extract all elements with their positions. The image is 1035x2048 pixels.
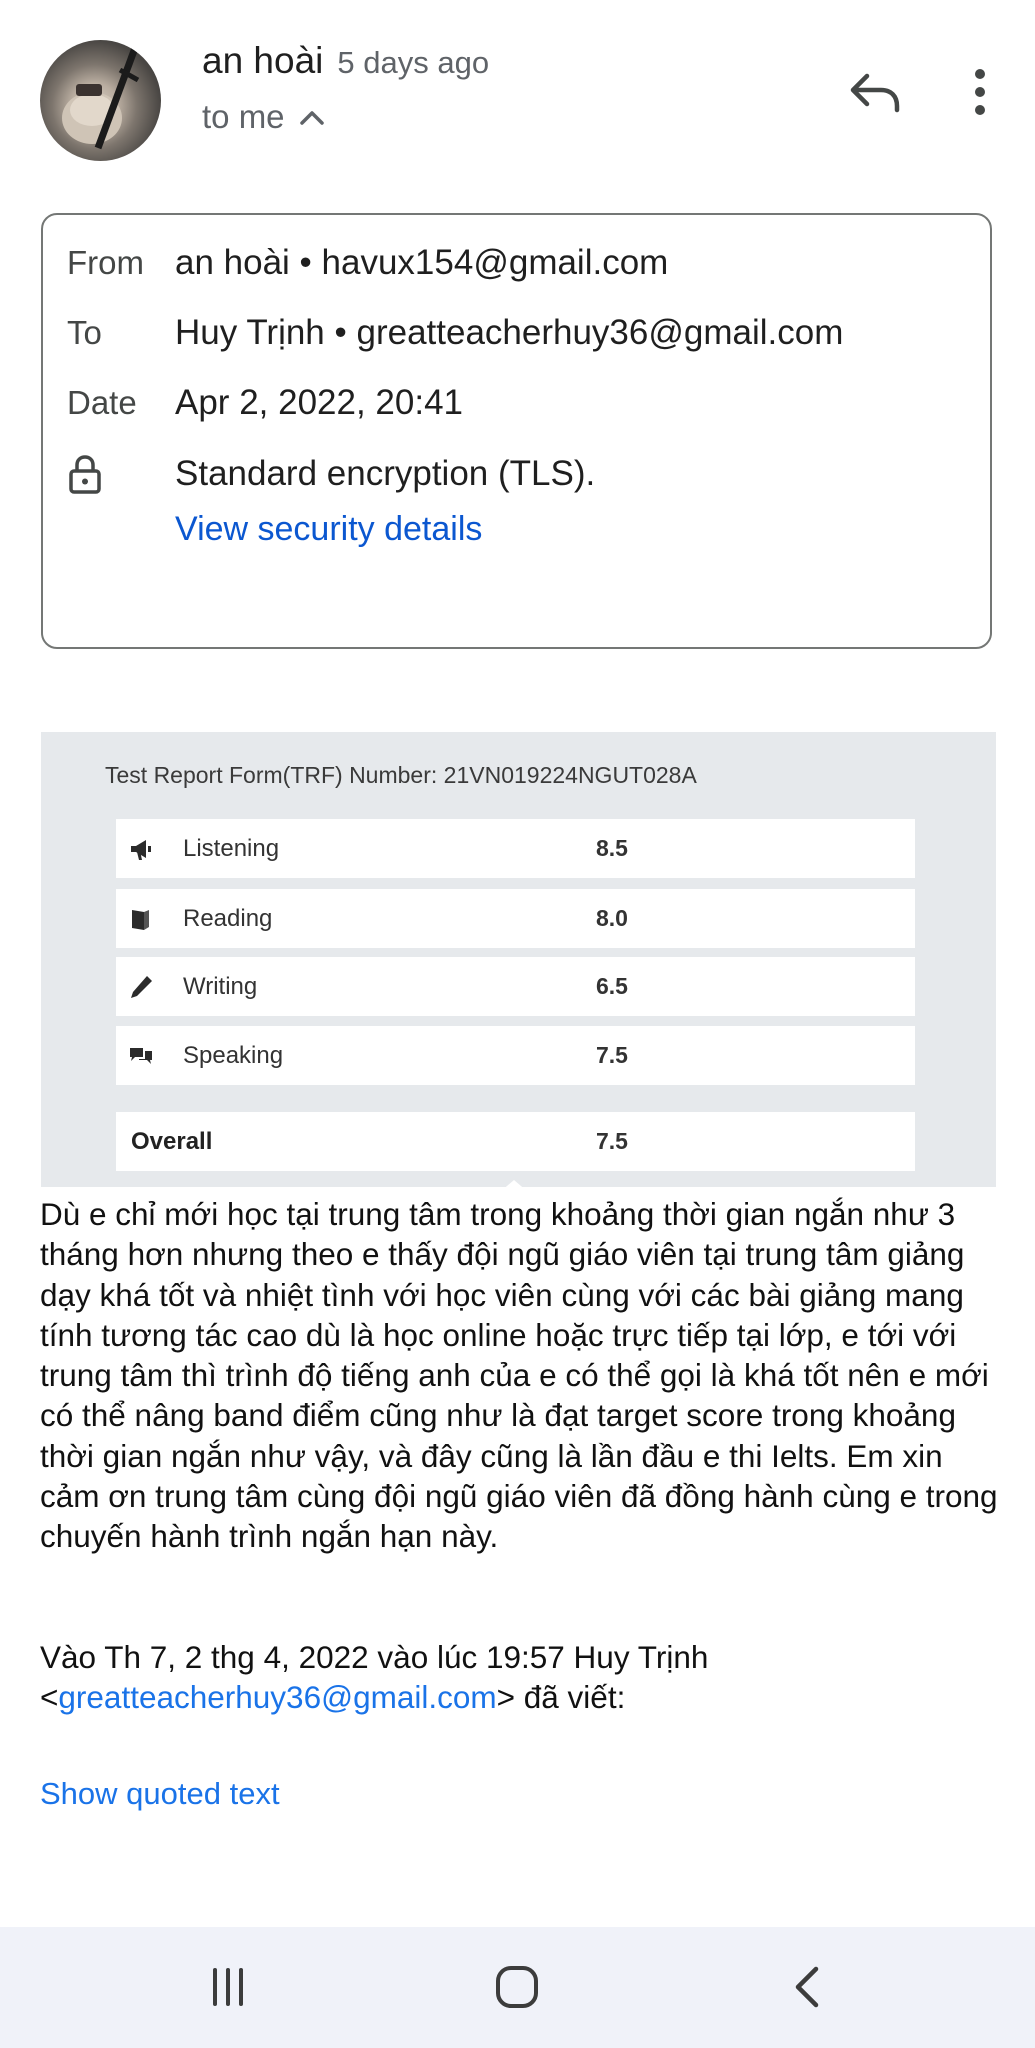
system-navigation-bar (0, 1927, 1035, 2048)
score-row-listening (116, 819, 915, 878)
score-row-writing (116, 957, 915, 1016)
image-notch (500, 1180, 528, 1192)
to-label: To (67, 314, 102, 351)
from-value[interactable]: an hoài • havux154@gmail.com (175, 243, 669, 282)
from-label: From (67, 244, 144, 281)
encryption-row (67, 453, 595, 495)
chevron-up-icon (299, 108, 325, 126)
score-value: 8.0 (596, 905, 628, 931)
score-label: Writing (183, 972, 258, 1000)
reply-button[interactable] (845, 62, 905, 122)
encryption-value: Standard encryption (TLS). (175, 454, 596, 493)
lock-icon (67, 453, 103, 495)
score-label: Listening (183, 834, 280, 862)
megaphone-icon (128, 836, 154, 862)
home-icon (493, 1963, 541, 2011)
score-row-speaking (116, 1026, 915, 1085)
quote-close-text: > đã viết: (496, 1679, 626, 1716)
from-row (67, 243, 668, 283)
quote-open-bracket: < (40, 1679, 59, 1716)
pencil-icon (128, 974, 154, 1000)
quoted-sender-email-link[interactable]: greatteacherhuy36@gmail.com (58, 1679, 497, 1716)
avatar[interactable] (40, 40, 161, 161)
message-header (0, 0, 1035, 190)
date-row (67, 383, 463, 423)
score-value: 8.5 (596, 835, 628, 861)
message-details-card (41, 213, 992, 649)
more-vert-icon (955, 62, 1005, 122)
score-report-image (41, 732, 996, 1187)
overall-label: Overall (131, 1127, 213, 1155)
home-button[interactable] (485, 1955, 549, 2019)
score-row-reading (116, 889, 915, 948)
score-label: Reading (183, 904, 273, 932)
sent-time: 5 days ago (337, 45, 490, 80)
avatar-photo (40, 40, 161, 161)
show-quoted-text-link[interactable]: Show quoted text (40, 1776, 280, 1811)
date-label: Date (67, 384, 137, 421)
score-value: 7.5 (596, 1042, 628, 1068)
back-button[interactable] (776, 1955, 840, 2019)
date-value: Apr 2, 2022, 20:41 (175, 383, 463, 422)
score-label: Speaking (183, 1041, 284, 1069)
recipients-summary: to me (202, 98, 285, 135)
score-row-overall (116, 1112, 915, 1171)
sender-name[interactable]: an hoài (202, 40, 324, 81)
overall-score: 7.5 (596, 1128, 628, 1154)
book-icon (128, 906, 154, 932)
recipients-toggle[interactable] (202, 98, 325, 136)
trf-number: Test Report Form(TRF) Number: 21VN019224NGUT028A (105, 762, 697, 788)
more-options-button[interactable] (955, 62, 1005, 122)
reply-icon (845, 62, 905, 122)
recents-button[interactable] (196, 1955, 260, 2019)
quote-intro-text: Vào Th 7, 2 thg 4, 2022 vào lúc 19:57 Huy Trịnh (40, 1639, 709, 1675)
quote-attribution (40, 1637, 1000, 1718)
message-body: Dù e chỉ mới học tại trung tâm trong khoảng thời gian ngắn như 3 tháng hơn nhưng theo e thấy đội ngũ giáo viên tại trung tâm giảng dạy khá tốt và nhiệt tình với học viên cùng với các bài giảng mang tính tương tác cao dù là học online hoặc trực tiếp tại lớp, e tới với trung tâm thì trình độ tiếng anh của e có thể gọi là khá tốt nên e mới có thể nâng band điểm cũng như là đạt target score trong khoảng thời gian ngắn như vậy, và đây cũng là lần đầu e thi Ielts. Em xin cảm ơn trung tâm cùng đội ngũ giáo viên đã đồng hành cùng e trong chuyến hành trình ngắn hạn này. (40, 1196, 998, 1555)
sender-line (202, 40, 489, 82)
score-value: 6.5 (596, 973, 628, 999)
view-security-details-link[interactable]: View security details (175, 510, 483, 548)
back-icon (788, 1963, 828, 2011)
to-row (67, 313, 843, 353)
to-value[interactable]: Huy Trịnh • greatteacherhuy36@gmail.com (175, 313, 844, 352)
recents-icon (206, 1965, 250, 2009)
lock-icon-wrap (67, 453, 175, 495)
chat-bubbles-icon (128, 1043, 154, 1069)
